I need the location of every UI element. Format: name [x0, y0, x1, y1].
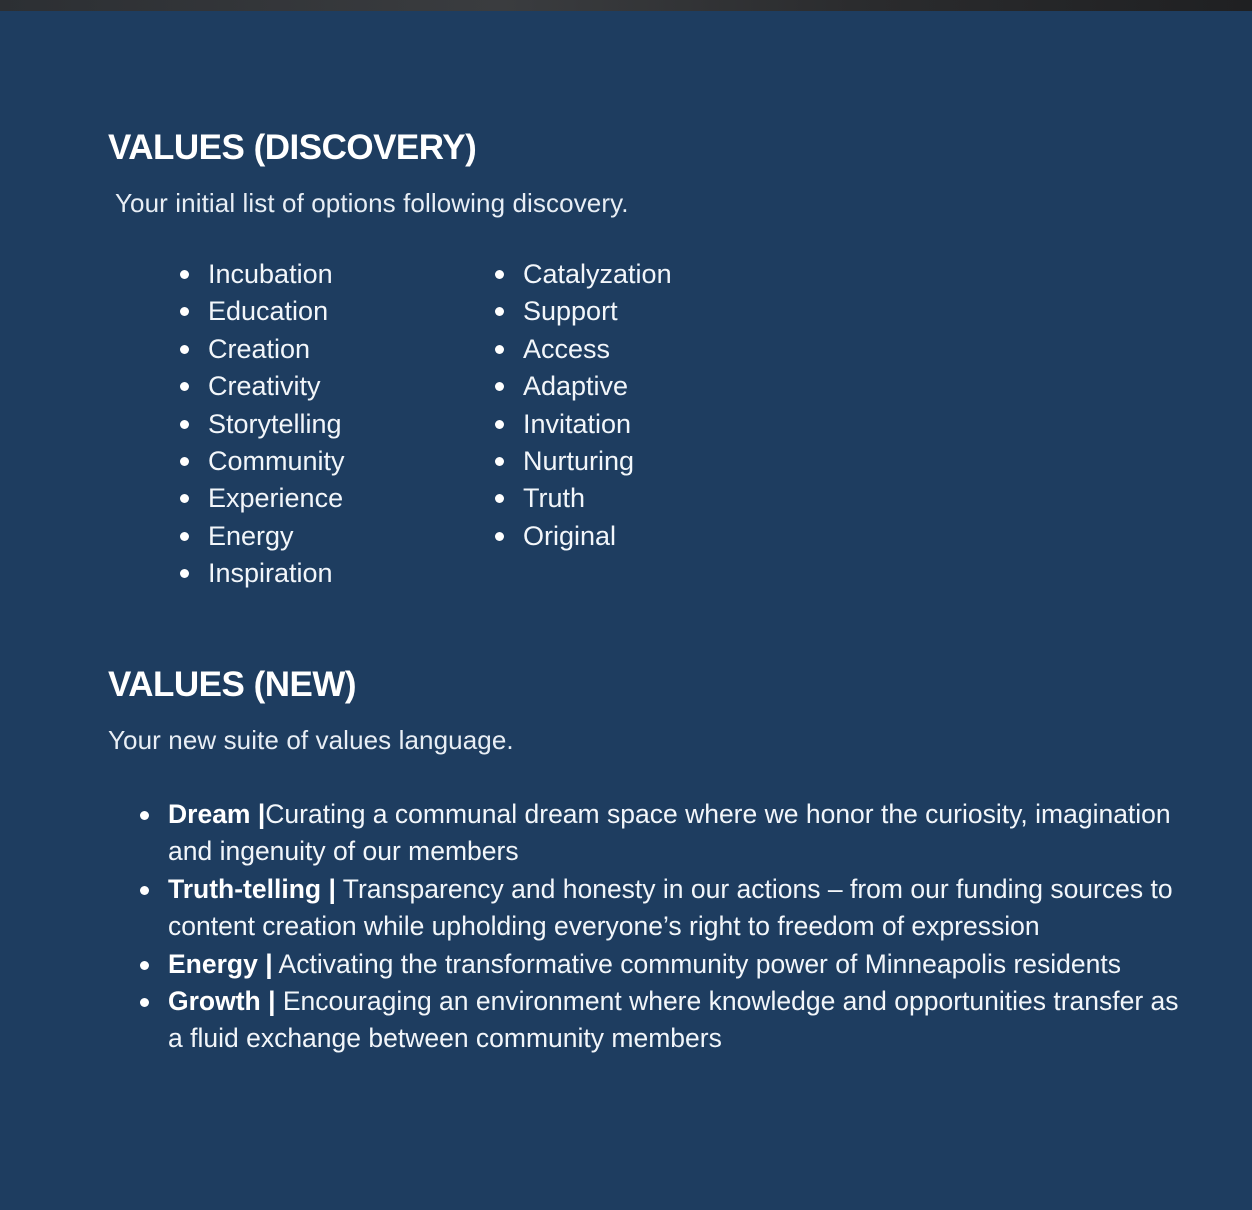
list-item: Experience — [180, 480, 345, 517]
value-item-growth — [140, 983, 1190, 1058]
value-term: Energy | — [168, 948, 273, 979]
list-item: Education — [180, 293, 345, 330]
top-bar — [0, 0, 1252, 11]
value-item-dream — [140, 796, 1190, 871]
list-item: Adaptive — [495, 368, 672, 405]
list-item: Energy — [180, 518, 345, 555]
value-description: Encouraging an environment where knowledge and opportunities transfer as a fluid exchange between community members — [168, 986, 1179, 1054]
list-item: Creativity — [180, 368, 345, 405]
discovery-list-column-2 — [495, 256, 672, 555]
value-term: Dream | — [168, 799, 266, 829]
list-item: Invitation — [495, 406, 672, 443]
value-description: Curating a communal dream space where we honor the curiosity, imagination and ingenuity of our members — [168, 799, 1171, 867]
list-item: Support — [495, 293, 672, 330]
list-item: Catalyzation — [495, 256, 672, 293]
list-item: Inspiration — [180, 555, 345, 592]
list-item: Creation — [180, 331, 345, 368]
new-values-list — [140, 796, 1190, 1058]
list-item: Incubation — [180, 256, 345, 293]
discovery-list-column-1 — [180, 256, 345, 593]
list-item: Nurturing — [495, 443, 672, 480]
list-item: Storytelling — [180, 406, 345, 443]
value-term: Truth-telling | — [168, 873, 336, 904]
discovery-subtitle: Your initial list of options following discovery. — [115, 188, 629, 218]
value-term: Growth | — [168, 986, 276, 1017]
list-item: Original — [495, 518, 672, 555]
list-item: Community — [180, 443, 345, 480]
list-item: Access — [495, 331, 672, 368]
value-description: Activating the transformative community power of Minneapolis residents — [272, 948, 1122, 979]
list-item: Truth — [495, 480, 672, 517]
new-values-heading: VALUES (NEW) — [108, 665, 357, 704]
value-item-energy — [140, 946, 1190, 983]
value-item-truth-telling — [140, 871, 1190, 946]
new-values-subtitle: Your new suite of values language. — [108, 725, 514, 755]
value-description: Transparency and honesty in our actions – from our funding sources to content creation while upholding everyone’s right to freedom of expression — [168, 873, 1173, 942]
discovery-heading: VALUES (DISCOVERY) — [108, 128, 477, 167]
